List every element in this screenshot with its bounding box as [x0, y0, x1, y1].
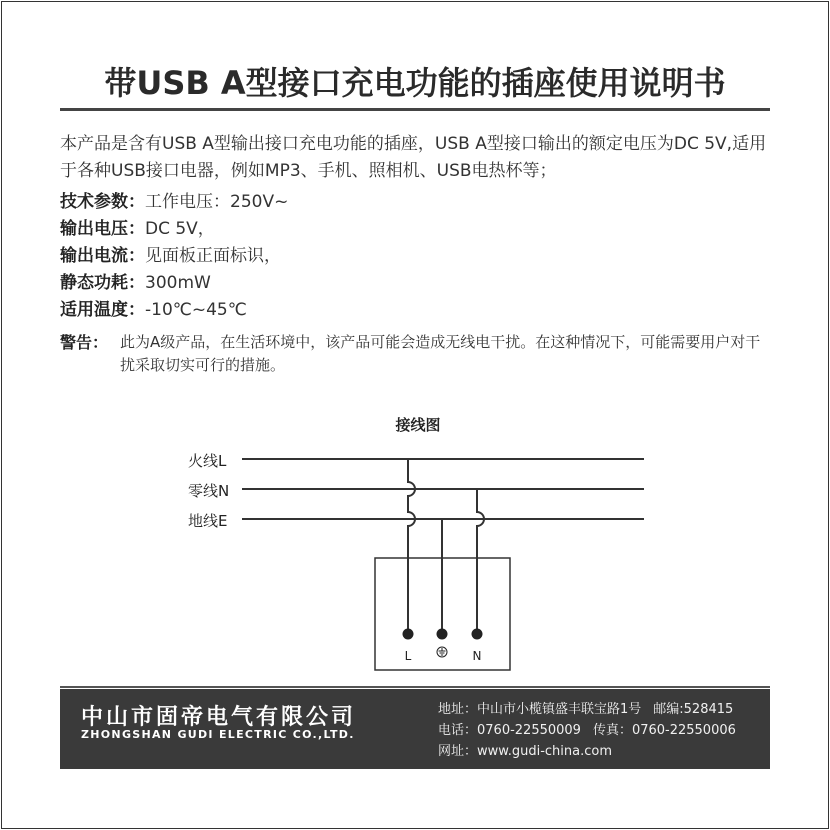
page-title: 带USB A型接口充电功能的插座使用说明书: [104, 64, 726, 102]
contact-info: [438, 699, 748, 762]
spec-label: 技术参数：: [60, 192, 145, 212]
warning-text: 此为A级产品，在生活环境中，该产品可能会造成无线电干扰。在这种情况下，可能需要用户对干扰采取切实可行的措施。: [120, 333, 761, 374]
company-name-en: ZHONGSHAN GUDI ELECTRIC CO.,LTD.: [81, 728, 355, 741]
spec-label: 输出电流：: [60, 246, 145, 266]
terminal-live: [403, 629, 414, 640]
live-drop-wire: [408, 459, 415, 633]
warning-label: 警告：: [60, 333, 109, 352]
diagram-title: 接线图: [395, 416, 441, 434]
spec-value: 工作电压：250V~: [145, 192, 289, 212]
earth-icon: [437, 647, 447, 657]
wire-label-neutral: 零线N: [188, 482, 230, 500]
spec-value: DC 5V，: [145, 219, 215, 239]
terminal-label-live: L: [404, 649, 412, 663]
spec-label: 静态功耗：: [60, 273, 145, 293]
phone: 电话：0760-22550009: [438, 723, 581, 738]
intro-paragraph: 本产品是含有USB A型输出接口充电功能的插座，USB A型接口输出的额定电压为DC 5V,适用于各种USB接口电器，例如MP3、手机、照相机、USB电热杯等；: [60, 134, 767, 181]
postcode: 邮编:528415: [653, 702, 734, 717]
company-name-cn: 中山市固帝电气有限公司: [81, 705, 357, 730]
address: 地址：中山市小榄镇盛丰联宝路1号: [438, 702, 642, 717]
neutral-drop-wire: [477, 489, 484, 633]
terminal-label-neutral: N: [472, 649, 482, 663]
spec-value: 300mW: [145, 273, 211, 293]
spec-value: 见面板正面标识，: [145, 246, 281, 266]
terminal-neutral: [472, 629, 483, 640]
spec-label: 适用温度：: [60, 300, 145, 320]
footer-divider: [60, 686, 770, 688]
spec-label: 输出电压：: [60, 219, 145, 239]
footer: [60, 689, 770, 769]
website: 网址：www.gudi-china.com: [438, 744, 612, 759]
terminal-earth: [437, 629, 448, 640]
wire-label-live: 火线L: [188, 452, 227, 470]
spec-value: -10℃~45℃: [145, 300, 247, 320]
fax: 传真：0760-22550006: [592, 723, 736, 738]
wire-label-earth: 地线E: [188, 512, 228, 530]
